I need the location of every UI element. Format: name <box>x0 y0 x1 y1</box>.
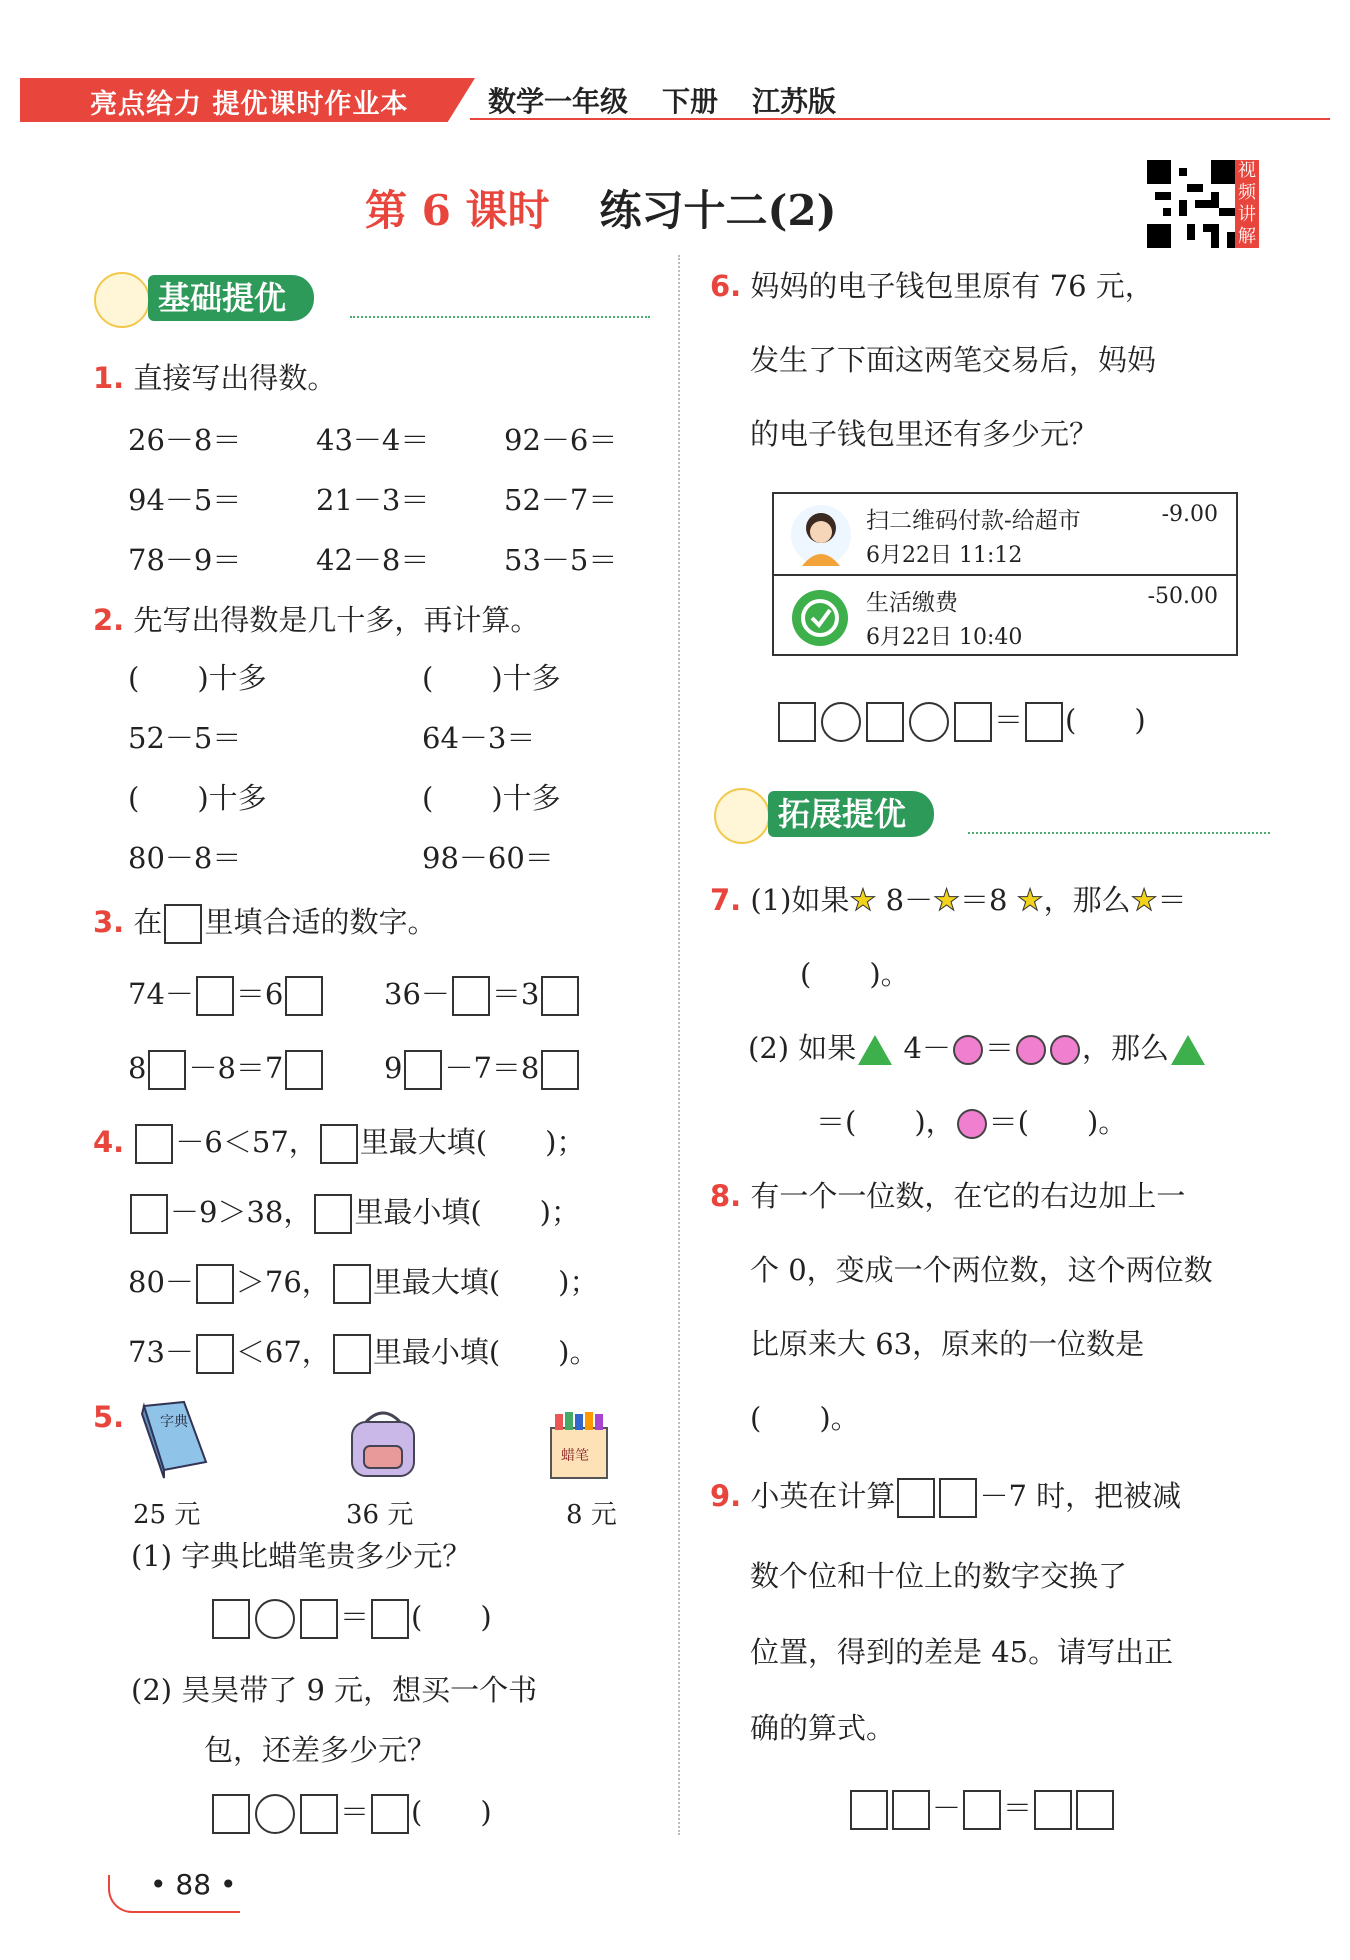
transaction-list <box>772 492 1238 656</box>
answer-box[interactable] <box>196 1334 234 1374</box>
transaction-amount: -50.00 <box>1147 584 1218 609</box>
question-5: 5. <box>93 1400 125 1434</box>
q5-equation2: ＝ ( ) <box>210 1790 492 1834</box>
qr-label: 视频讲解 <box>1235 160 1259 248</box>
answer-box[interactable] <box>164 904 202 944</box>
q1-expr: 78－9＝ <box>128 543 242 577</box>
q2-blank[interactable]: ( )十多 <box>128 781 267 815</box>
lesson-name: 练习十二(2) <box>599 186 837 235</box>
qr-code-icon[interactable] <box>1147 160 1235 248</box>
q8-answer[interactable]: ( )。 <box>750 1401 860 1435</box>
lesson-title <box>365 178 836 238</box>
answer-box[interactable] <box>285 976 323 1016</box>
crayon-label: 蜡笔 <box>561 1448 589 1464</box>
answer-box[interactable] <box>452 976 490 1016</box>
q1-expr: 92－6＝ <box>504 423 618 457</box>
q4-row2: －9＞38， 里最小填( )； <box>128 1190 580 1234</box>
q6-line3: 的电子钱包里还有多少元？ <box>750 417 1099 451</box>
q2-expr: 98－60＝ <box>422 841 554 875</box>
gear-icon <box>94 272 150 328</box>
edition: 江苏版 <box>752 85 837 118</box>
answer-box[interactable] <box>130 1194 168 1234</box>
star-icon: ★ <box>849 883 877 918</box>
q7-part2-answer[interactable]: ＝( )， ＝( )。 <box>816 1105 1128 1139</box>
q2-expr: 52－5＝ <box>128 721 242 755</box>
q1-expr: 43－4＝ <box>316 423 430 457</box>
trophy-icon <box>714 788 770 844</box>
transaction-desc: 扫二维码付款-给超市 <box>866 508 1081 534</box>
q5-part2a: (2) 昊昊带了 9 元，想买一个书 <box>131 1673 538 1707</box>
q7-part1: 7. (1)如果★ 8－★＝8 ★，那么★＝ <box>710 883 1187 918</box>
q1-expr: 21－3＝ <box>316 483 430 517</box>
price: 36 元 <box>346 1500 414 1530</box>
transaction-desc: 生活缴费 <box>866 590 958 616</box>
question-2: 2. 先写出得数是几十多，再计算。 <box>93 603 540 637</box>
q4-row1: 4. －6＜57， 里最大填( )； <box>93 1120 585 1164</box>
transaction-row <box>774 574 1236 656</box>
crayon-box-icon <box>545 1404 617 1484</box>
answer-box[interactable] <box>135 1124 173 1164</box>
answer-box[interactable] <box>285 1050 323 1090</box>
price: 25 元 <box>133 1500 201 1530</box>
circle-icon <box>1016 1035 1046 1065</box>
transaction-time: 6月22日 11:12 <box>866 543 1023 568</box>
q4-row4: 73－ ＜67， 里最小填( )。 <box>128 1330 598 1374</box>
volume: 下册 <box>662 85 719 118</box>
page-number: • 88 • <box>150 1868 237 1901</box>
q2-blank[interactable]: ( )十多 <box>422 661 561 695</box>
question-1: 1. 直接写出得数。 <box>93 361 337 395</box>
transaction-amount: -9.00 <box>1161 502 1218 527</box>
answer-box[interactable] <box>333 1334 371 1374</box>
answer-box[interactable] <box>196 976 234 1016</box>
answer-box[interactable] <box>148 1050 186 1090</box>
lesson-number: 第 6 课时 <box>365 186 550 235</box>
avatar-icon <box>790 504 852 566</box>
q1-expr: 42－8＝ <box>316 543 430 577</box>
section-extend-title: 拓展提优 <box>768 791 934 837</box>
q2-expr: 80－8＝ <box>128 841 242 875</box>
answer-box[interactable] <box>541 1050 579 1090</box>
q8-line2: 个 0，变成一个两位数，这个两位数 <box>750 1253 1213 1287</box>
star-icon: ★ <box>933 883 960 918</box>
q8-line3: 比原来大 63，原来的一位数是 <box>750 1327 1145 1361</box>
star-icon: ★ <box>1130 883 1158 918</box>
q6-equation: ＝ ( ) <box>776 698 1146 742</box>
circle-icon <box>1050 1035 1080 1065</box>
q1-expr: 26－8＝ <box>128 423 242 457</box>
q7-part2: (2) 如果 4－ ＝ ，那么 <box>748 1026 1207 1067</box>
dictionary-label: 字典 <box>160 1414 188 1430</box>
price: 8 元 <box>566 1500 617 1530</box>
q2-blank[interactable]: ( )十多 <box>128 661 267 695</box>
answer-box[interactable] <box>196 1264 234 1304</box>
q3-a: 74－ ＝6 <box>128 972 325 1016</box>
q9-line3: 位置，得到的差是 45。请写出正 <box>750 1635 1174 1669</box>
circle-icon <box>953 1035 983 1065</box>
payment-icon <box>788 588 852 648</box>
triangle-icon <box>858 1035 892 1065</box>
transaction-time: 6月22日 10:40 <box>866 625 1023 650</box>
header-line <box>470 118 1330 120</box>
circle-icon <box>957 1109 987 1139</box>
transaction-row <box>774 494 1236 574</box>
answer-box[interactable] <box>541 976 579 1016</box>
q9-equation: － ＝ <box>848 1786 1116 1830</box>
question-3: 3. 在 里填合适的数字。 <box>93 900 436 944</box>
q3-b: 36－ ＝3 <box>384 972 581 1016</box>
q4-row3: 80－ ＞76， 里最大填( )； <box>128 1260 598 1304</box>
q3-d: 9 －7＝8 <box>384 1046 581 1090</box>
q5-part1: (1) 字典比蜡笔贵多少元？ <box>131 1539 472 1573</box>
section-basic-title: 基础提优 <box>148 275 314 321</box>
question-8: 8. 有一个一位数，在它的右边加上一 <box>710 1179 1186 1213</box>
subject: 数学一年级 <box>488 85 629 118</box>
q9-line4: 确的算式。 <box>750 1711 896 1745</box>
question-9: 9. 小英在计算 －7 时，把被减 <box>710 1474 1181 1518</box>
q2-blank[interactable]: ( )十多 <box>422 781 561 815</box>
section-divider <box>968 832 1270 834</box>
q5-equation1: ＝ ( ) <box>210 1595 492 1639</box>
q1-expr: 53－5＝ <box>504 543 618 577</box>
q6-line2: 发生了下面这两笔交易后，妈妈 <box>750 343 1157 377</box>
q1-expr: 94－5＝ <box>128 483 242 517</box>
schoolbag-icon <box>342 1404 424 1480</box>
answer-box[interactable] <box>333 1264 371 1304</box>
dictionary-icon <box>136 1400 212 1480</box>
question-6: 6. 妈妈的电子钱包里原有 76 元， <box>710 269 1154 303</box>
q3-c: 8 －8＝7 <box>128 1046 325 1090</box>
q9-line2: 数个位和十位上的数字交换了 <box>750 1559 1128 1593</box>
q2-expr: 64－3＝ <box>422 721 536 755</box>
answer-box[interactable] <box>314 1194 352 1234</box>
q1-expr: 52－7＝ <box>504 483 618 517</box>
star-icon: ★ <box>1016 883 1044 918</box>
answer-box[interactable] <box>320 1124 358 1164</box>
answer-box[interactable] <box>404 1050 442 1090</box>
series-title: 亮点给力 提优课时作业本 <box>90 89 409 120</box>
q5-part2b: 包，还差多少元？ <box>204 1733 437 1767</box>
triangle-icon <box>1171 1035 1205 1065</box>
q7-part1-answer[interactable]: ( )。 <box>800 957 910 991</box>
header-info <box>488 80 870 120</box>
column-divider <box>678 255 680 1835</box>
section-divider <box>350 316 650 318</box>
